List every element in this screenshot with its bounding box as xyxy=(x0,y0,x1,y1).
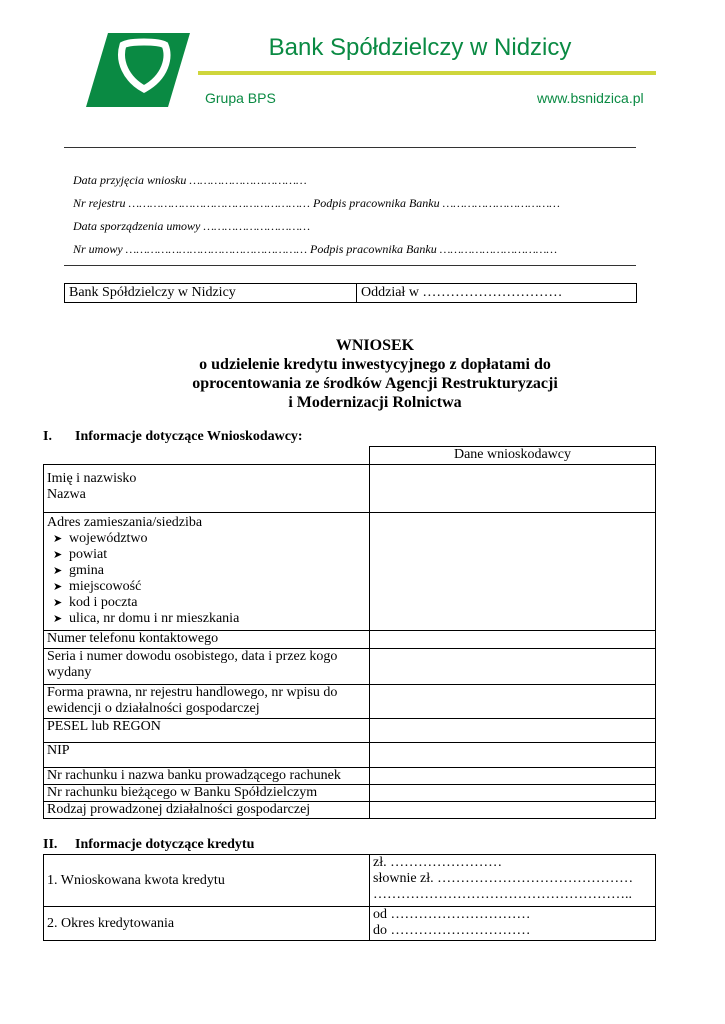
value-activity[interactable] xyxy=(370,802,656,819)
title-line-3: oprocentowania ze środków Agencji Restrukturyzacji xyxy=(192,375,558,392)
bank-name: Bank Spółdzielczy w Nidzicy xyxy=(268,34,572,61)
credit-table xyxy=(43,854,656,941)
label-nip: NIP xyxy=(44,743,370,768)
label-company-name: Nazwa xyxy=(47,487,86,502)
label-phone: Numer telefonu kontaktowego xyxy=(44,631,370,649)
title-line-2: o udzielenie kredytu inwestycyjnego z dopłatami do xyxy=(199,356,551,373)
list-item: ➤ powiat xyxy=(53,547,108,562)
section-2-heading xyxy=(43,837,254,853)
bank-logo xyxy=(86,33,190,107)
title-line-1: WNIOSEK xyxy=(335,337,415,354)
label-address: Adres zamieszania/siedziba xyxy=(47,515,203,530)
value-phone[interactable] xyxy=(370,631,656,649)
list-item: ➤ województwo xyxy=(53,531,148,546)
header-accent-line xyxy=(198,71,656,75)
applicant-table xyxy=(43,446,656,819)
group-name: Grupa BPS xyxy=(205,90,276,106)
value-legal-form[interactable] xyxy=(370,685,656,719)
period-to: do ………………………… xyxy=(373,923,531,938)
value-pesel[interactable] xyxy=(370,719,656,743)
row-address xyxy=(44,513,370,631)
document-title xyxy=(100,336,650,412)
value-address[interactable] xyxy=(370,513,656,631)
label-name: Imię i nazwisko xyxy=(47,471,137,486)
branch-box xyxy=(64,283,637,303)
arrow-icon: ➤ xyxy=(53,549,63,561)
list-item: ➤ miejscowość xyxy=(53,579,142,594)
address-list xyxy=(47,531,366,627)
list-item: ➤ gmina xyxy=(53,563,104,578)
section-2-title: Informacje dotyczące kredytu xyxy=(75,837,255,852)
meta-register-number: Nr rejestru …………………………………………… Podpis pracownika Banku …………………………… xyxy=(73,196,560,210)
value-account-other-bank[interactable] xyxy=(370,768,656,785)
section-1-heading xyxy=(43,429,303,445)
meta-contract-date: Data sporządzenia umowy ………………………… xyxy=(73,219,311,233)
amount-line: zł. …………………… xyxy=(373,855,503,870)
arrow-icon: ➤ xyxy=(53,613,63,625)
divider-top xyxy=(64,147,636,148)
value-name[interactable] xyxy=(370,465,656,513)
arrow-icon: ➤ xyxy=(53,533,63,545)
label-pesel: PESEL lub REGON xyxy=(44,719,370,743)
list-item: ➤ kod i poczta xyxy=(53,595,138,610)
label-legal-form: Forma prawna, nr rejestru handlowego, nr wpisu do ewidencji o działalności gospodarczej xyxy=(44,685,370,719)
value-amount[interactable] xyxy=(370,855,656,907)
period-from: od ………………………… xyxy=(373,907,531,922)
label-amount: 1. Wnioskowana kwota kredytu xyxy=(44,855,370,907)
value-id-document[interactable] xyxy=(370,649,656,685)
label-account-other-bank: Nr rachunku i nazwa banku prowadzącego rachunek xyxy=(44,768,370,785)
label-account-bs: Nr rachunku bieżącego w Banku Spółdzielczym xyxy=(44,785,370,802)
section-2-number: II. xyxy=(43,837,58,852)
value-nip[interactable] xyxy=(370,743,656,768)
value-account-bs[interactable] xyxy=(370,785,656,802)
divider-meta xyxy=(64,265,636,266)
arrow-icon: ➤ xyxy=(53,565,63,577)
meta-contract-number: Nr umowy …………………………………………… Podpis pracownika Banku …………………………… xyxy=(73,242,558,256)
meta-received-date: Data przyjęcia wniosku …………………………… xyxy=(73,173,307,187)
branch-field[interactable]: Oddział w ………………………… xyxy=(361,285,563,300)
title-line-4: i Modernizacji Rolnictwa xyxy=(288,394,462,411)
list-item: ➤ ulica, nr domu i nr mieszkania xyxy=(53,611,240,626)
row-name xyxy=(44,465,370,513)
value-period[interactable] xyxy=(370,907,656,941)
arrow-icon: ➤ xyxy=(53,581,63,593)
section-1-number: I. xyxy=(43,429,52,444)
amount-words-line: słownie zł. …………………………………… xyxy=(373,871,634,886)
column-header: Dane wnioskodawcy xyxy=(370,447,656,465)
amount-continuation-line: ……………………………………………….. xyxy=(373,887,632,902)
section-1-title: Informacje dotyczące Wnioskodawcy: xyxy=(75,429,303,444)
website-link[interactable]: www.bsnidzica.pl xyxy=(537,90,644,106)
arrow-icon: ➤ xyxy=(53,597,63,609)
label-id-document: Seria i numer dowodu osobistego, data i przez kogo wydany xyxy=(44,649,370,685)
branch-bank-name: Bank Spółdzielczy w Nidzicy xyxy=(65,284,357,302)
label-period: 2. Okres kredytowania xyxy=(44,907,370,941)
label-activity: Rodzaj prowadzonej działalności gospodarczej xyxy=(44,802,370,819)
